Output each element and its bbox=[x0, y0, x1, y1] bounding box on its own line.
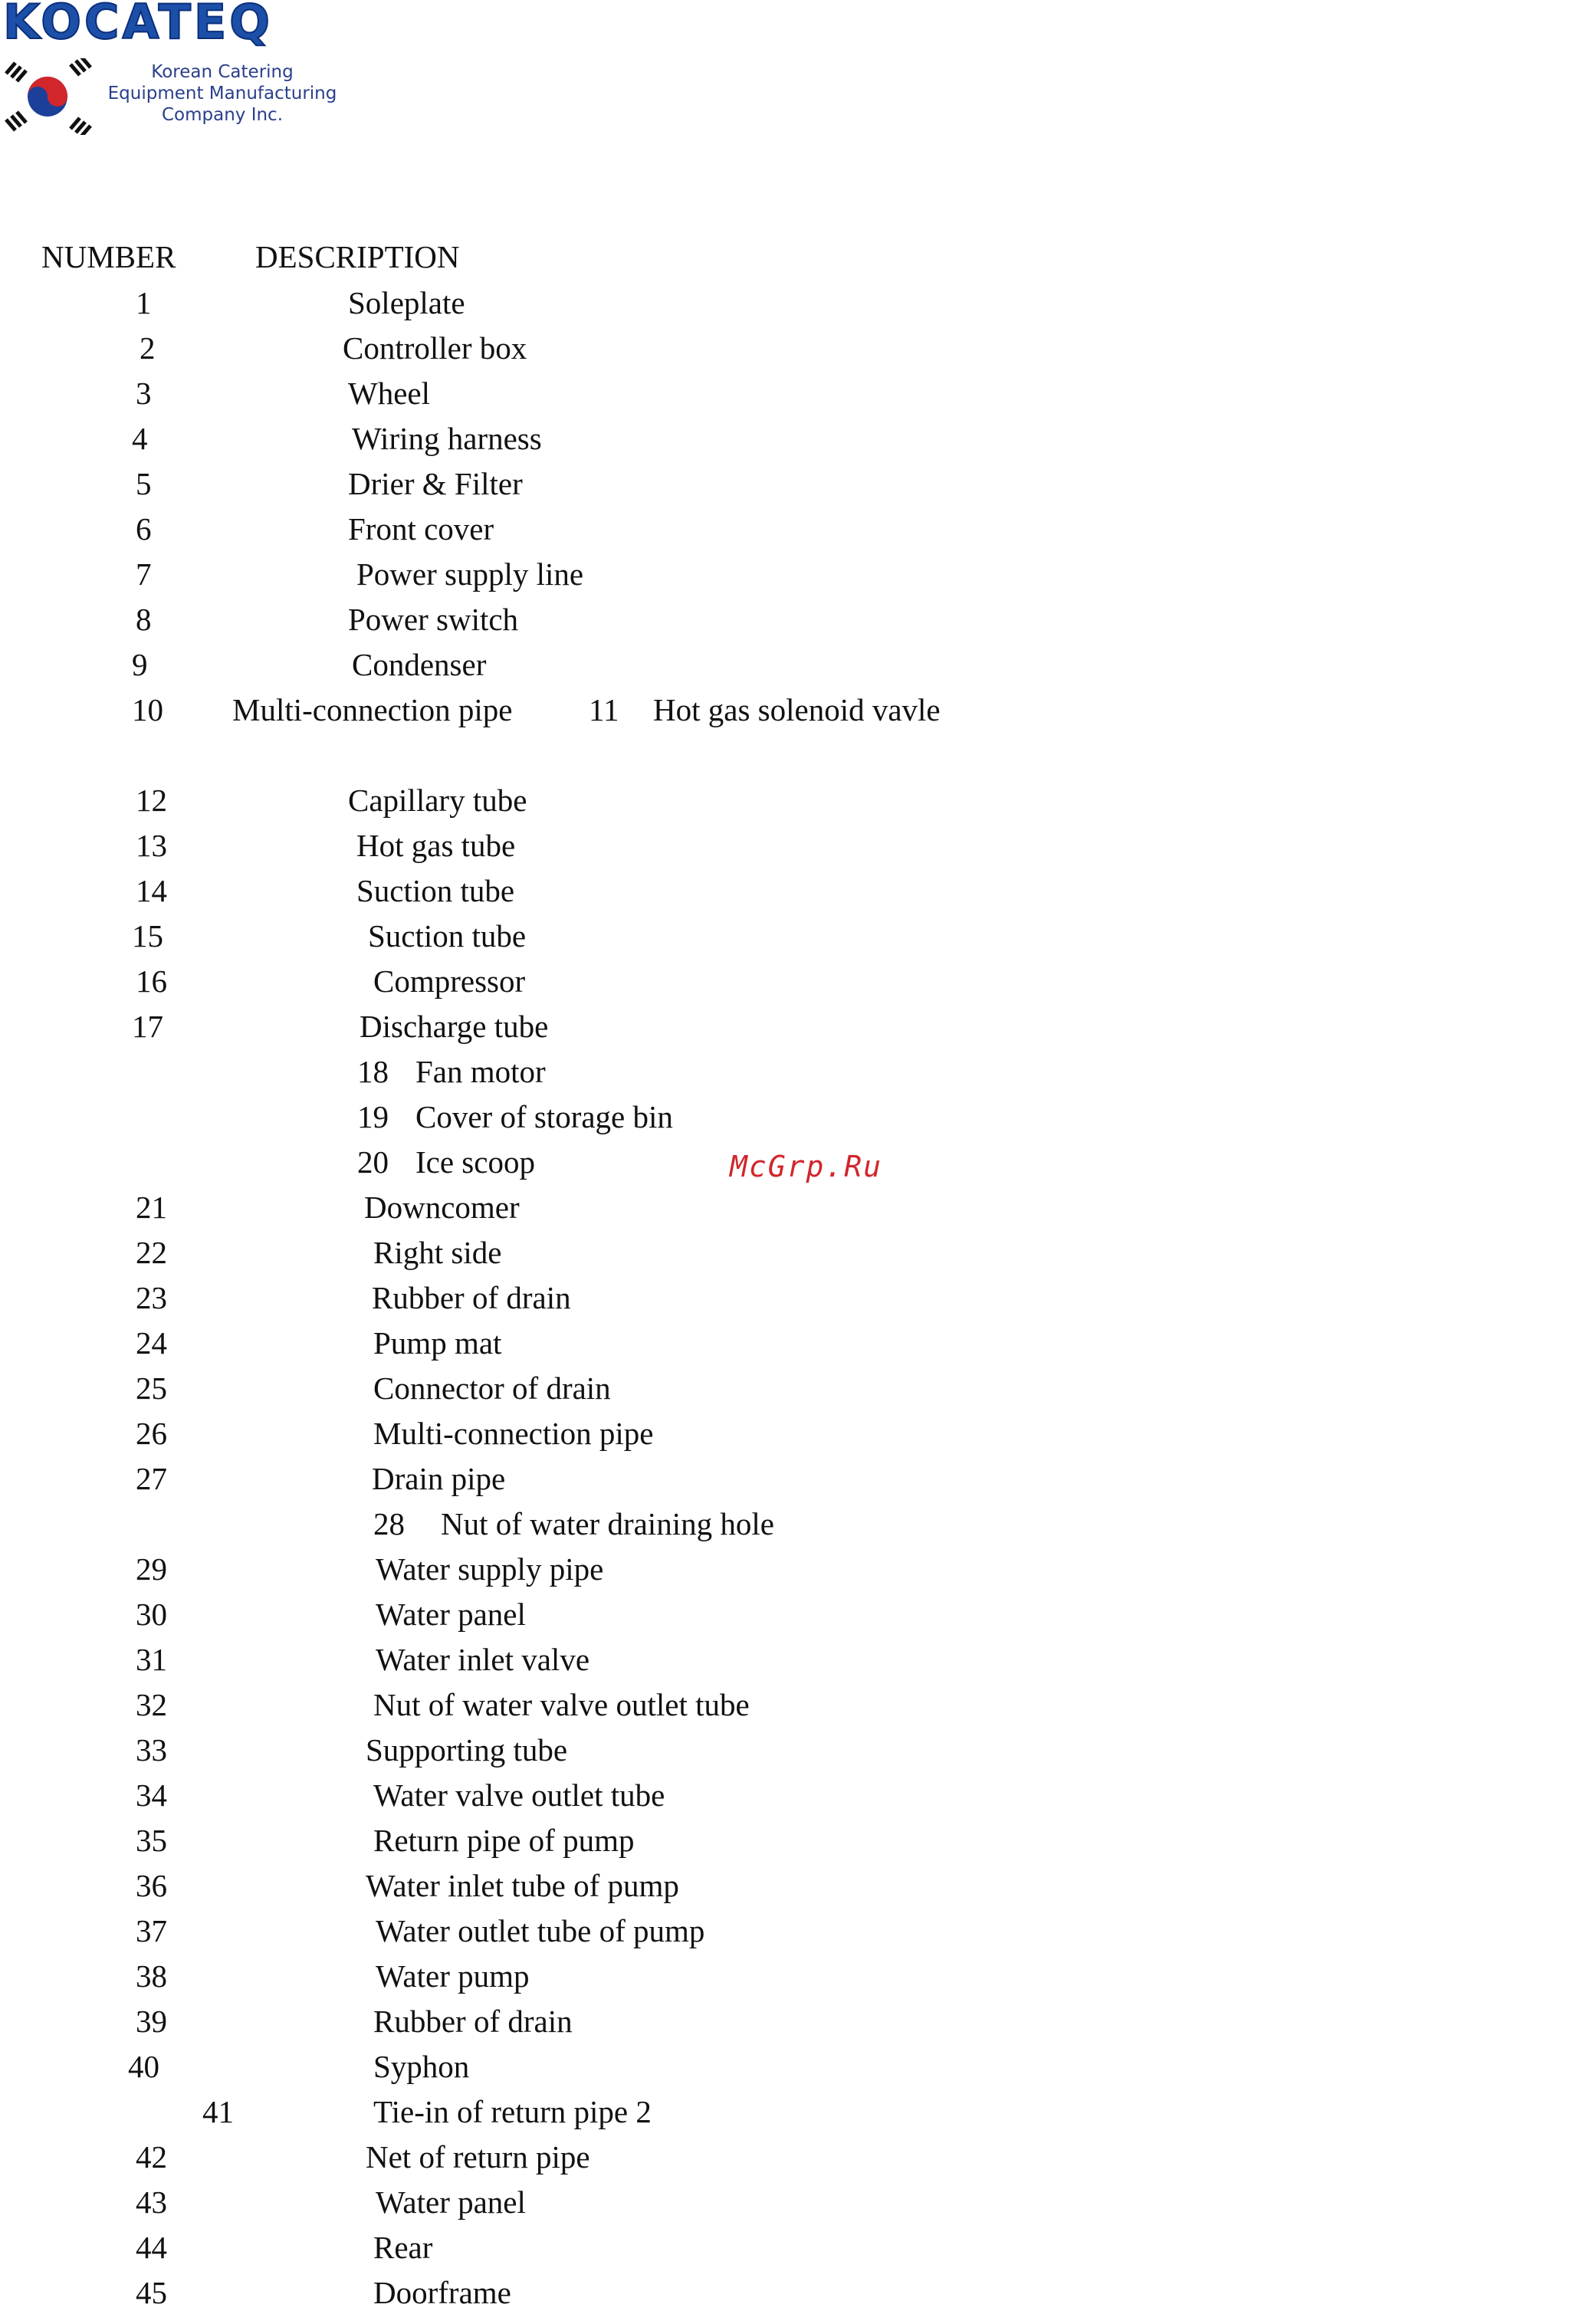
part-number: 4 bbox=[132, 421, 148, 456]
part-number: 19 bbox=[357, 1099, 389, 1134]
part-description: Water outlet tube of pump bbox=[376, 1913, 705, 1948]
part-number: 1 bbox=[136, 285, 152, 320]
part-description: Rubber of drain bbox=[373, 2004, 573, 2039]
part-description: Multi-connection pipe bbox=[232, 692, 513, 727]
part-number: 2 bbox=[140, 330, 156, 366]
part-number: 18 bbox=[357, 1054, 389, 1089]
part-description: Tie-in of return pipe 2 bbox=[373, 2094, 652, 2129]
description-column-header: DESCRIPTION bbox=[255, 239, 460, 274]
part-description: Connector of drain bbox=[373, 1370, 611, 1406]
part-number: 32 bbox=[136, 1687, 167, 1722]
part-description: Return pipe of pump bbox=[373, 1823, 635, 1858]
part-description: Hot gas tube bbox=[356, 828, 516, 863]
part-description: Right side bbox=[373, 1235, 502, 1270]
part-number: 42 bbox=[136, 2139, 167, 2175]
part-number: 25 bbox=[136, 1370, 167, 1406]
part-description: Nut of water draining hole bbox=[441, 1506, 774, 1541]
part-description: Downcomer bbox=[364, 1190, 520, 1225]
part-number: 41 bbox=[202, 2094, 234, 2129]
part-number: 7 bbox=[136, 556, 152, 592]
part-number: 14 bbox=[136, 873, 167, 908]
part-number: 44 bbox=[136, 2230, 167, 2265]
part-description: Water inlet tube of pump bbox=[366, 1868, 679, 1903]
korean-flag-icon bbox=[0, 58, 100, 135]
part-number: 33 bbox=[136, 1732, 167, 1768]
part-number: 12 bbox=[136, 783, 167, 818]
part-number: 29 bbox=[136, 1551, 167, 1587]
part-description: Power switch bbox=[348, 602, 519, 637]
part-number: 6 bbox=[136, 511, 152, 547]
part-number: 43 bbox=[136, 2184, 167, 2220]
part-description: Condenser bbox=[352, 647, 487, 682]
part-number: 22 bbox=[136, 1235, 167, 1270]
part-number: 34 bbox=[136, 1777, 167, 1813]
part-number: 10 bbox=[132, 692, 163, 727]
part-description: Pump mat bbox=[373, 1325, 502, 1361]
part-number: 28 bbox=[373, 1506, 405, 1541]
part-number: 13 bbox=[136, 828, 167, 863]
part-number: 23 bbox=[136, 1280, 167, 1315]
part-number: 35 bbox=[136, 1823, 167, 1858]
part-number: 39 bbox=[136, 2004, 167, 2039]
number-column-header: NUMBER bbox=[41, 239, 176, 274]
part-description: Cover of storage bin bbox=[415, 1099, 673, 1134]
part-description: Water inlet valve bbox=[376, 1642, 590, 1677]
tagline-line: Korean Catering bbox=[151, 62, 294, 82]
part-number: 8 bbox=[136, 602, 152, 637]
logo-tagline bbox=[107, 61, 337, 126]
part-number: 38 bbox=[136, 1958, 167, 1994]
part-description: Compressor bbox=[373, 963, 526, 999]
part-description: Fan motor bbox=[415, 1054, 546, 1089]
part-number: 36 bbox=[136, 1868, 167, 1903]
part-description: Wiring harness bbox=[352, 421, 542, 456]
part-number: 3 bbox=[136, 376, 152, 411]
part-number: 26 bbox=[136, 1416, 167, 1451]
logo-wordmark: KOCATEQ bbox=[3, 0, 273, 50]
watermark: McGrp.Ru bbox=[730, 1150, 883, 1183]
part-description: Drain pipe bbox=[372, 1461, 506, 1496]
part-number: 37 bbox=[136, 1913, 167, 1948]
part-description: Water panel bbox=[376, 2184, 526, 2220]
part-description: Net of return pipe bbox=[366, 2139, 590, 2175]
part-number: 20 bbox=[357, 1144, 389, 1180]
part-description: Nut of water valve outlet tube bbox=[373, 1687, 750, 1722]
part-description: Hot gas solenoid vavle bbox=[653, 692, 941, 727]
part-description: Rubber of drain bbox=[372, 1280, 571, 1315]
part-description: Water supply pipe bbox=[376, 1551, 604, 1587]
part-number: 15 bbox=[132, 918, 163, 954]
part-description: Wheel bbox=[348, 376, 430, 411]
part-number: 17 bbox=[132, 1009, 163, 1044]
part-description: Controller box bbox=[343, 330, 527, 366]
part-number: 11 bbox=[589, 692, 619, 727]
part-description: Water pump bbox=[376, 1958, 530, 1994]
part-description: Water panel bbox=[376, 1597, 526, 1632]
part-description: Ice scoop bbox=[415, 1144, 535, 1180]
part-number: 9 bbox=[132, 647, 148, 682]
company-logo bbox=[0, 0, 345, 138]
part-description: Capillary tube bbox=[348, 783, 527, 818]
part-number: 16 bbox=[136, 963, 167, 999]
part-description: Suction tube bbox=[356, 873, 515, 908]
part-description: Rear bbox=[373, 2230, 433, 2265]
part-number: 31 bbox=[136, 1642, 167, 1677]
part-number: 27 bbox=[136, 1461, 167, 1496]
part-description: Power supply line bbox=[356, 556, 584, 592]
part-description: Soleplate bbox=[348, 285, 465, 320]
part-description: Syphon bbox=[373, 2049, 470, 2084]
part-description: Water valve outlet tube bbox=[373, 1777, 665, 1813]
tagline-line: Equipment Manufacturing bbox=[107, 84, 337, 103]
part-number: 21 bbox=[136, 1190, 167, 1225]
part-number: 40 bbox=[128, 2049, 159, 2084]
part-description: Discharge tube bbox=[360, 1009, 549, 1044]
part-number: 24 bbox=[136, 1325, 167, 1361]
part-number: 5 bbox=[136, 466, 152, 501]
part-description: Multi-connection pipe bbox=[373, 1416, 654, 1451]
part-description: Doorframe bbox=[373, 2275, 511, 2310]
tagline-line: Company Inc. bbox=[161, 105, 284, 125]
part-number: 45 bbox=[136, 2275, 167, 2310]
part-description: Front cover bbox=[348, 511, 494, 547]
part-description: Supporting tube bbox=[366, 1732, 568, 1768]
part-description: Drier & Filter bbox=[348, 466, 523, 501]
part-number: 30 bbox=[136, 1597, 167, 1632]
part-description: Suction tube bbox=[368, 918, 527, 954]
